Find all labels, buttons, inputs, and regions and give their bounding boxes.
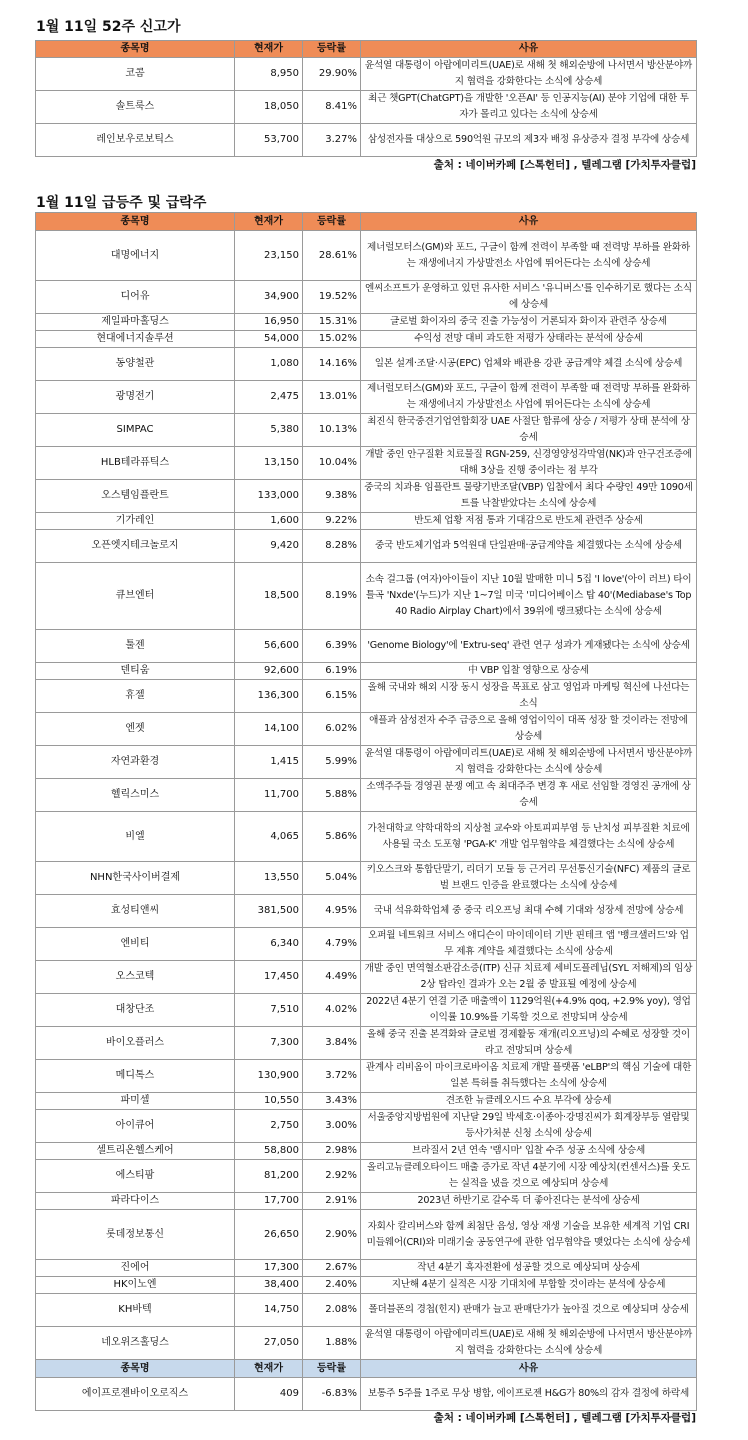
stock-change: 6.19%	[303, 663, 361, 680]
stock-price: 6,340	[235, 928, 303, 961]
stock-reason: 수익성 전망 대비 과도한 저평가 상태라는 분석에 상승세	[361, 331, 697, 348]
stock-reason: 제너럴모터스(GM)와 포드, 구글이 함께 전력이 부족할 때 전력망 부하를 완화하는 재생에너지 가상발전소 사업에 뛰어든다는 소식에 상승세	[361, 231, 697, 281]
stock-price: 54,000	[235, 331, 303, 348]
table-header-row	[36, 213, 697, 231]
stock-name: SIMPAC	[36, 414, 235, 447]
stock-reason: 글로벌 화이자의 중국 진출 가능성이 거론되자 화이자 관련주 상승세	[361, 314, 697, 331]
stock-reason: 가천대학교 약학대학의 지상철 교수와 아토피피부염 등 난치성 피부질환 치료에 사용될 국소 도포형 'PGA-K' 개발 업무협약을 체결했다는 소식에 상승세	[361, 812, 697, 862]
stock-change: 15.31%	[303, 314, 361, 331]
stock-reason: 지난해 4분기 실적은 시장 기대치에 부합할 것이라는 분석에 상승세	[361, 1277, 697, 1294]
stock-name: 메디톡스	[36, 1060, 235, 1093]
header-change: 등락률	[303, 41, 361, 58]
stock-reason: 일본 설계·조달·시공(EPC) 업체와 배관용 강관 공급계약 체결 소식에 상승세	[361, 348, 697, 381]
stock-price: 14,100	[235, 713, 303, 746]
table-row	[36, 928, 697, 961]
stock-name: 엔젯	[36, 713, 235, 746]
stock-name: 덴티움	[36, 663, 235, 680]
stock-change: 28.61%	[303, 231, 361, 281]
stock-price: 136,300	[235, 680, 303, 713]
stock-change: 2.90%	[303, 1210, 361, 1260]
stock-price: 13,550	[235, 862, 303, 895]
stock-change: 14.16%	[303, 348, 361, 381]
stock-change: 6.15%	[303, 680, 361, 713]
stock-reason: 삼성전자를 대상으로 590억원 규모의 제3자 배정 유상증자 결정 부각에 상승세	[361, 124, 697, 157]
stock-name: 큐브엔터	[36, 563, 235, 630]
stock-change: 3.00%	[303, 1110, 361, 1143]
stock-reason: 최근 챗GPT(ChatGPT)을 개발한 '오픈AI' 등 인공지능(AI) 분야 기업에 대한 투자가 몰리고 있다는 소식에 상승세	[361, 91, 697, 124]
stock-reason: 소속 걸그룹 (여자)아이들이 지난 10월 발매한 미니 5집 'I love'(아이 러브) 타이틀곡 'Nxde'(누드)가 지난 1~7일 미국 '미디어베이스 탑 40'(Mediabase's Top 40 Radio Airplay Chart)에서 39위에 랭크됐다는 소식에 상승세	[361, 563, 697, 630]
stock-price: 14,750	[235, 1294, 303, 1327]
stock-name: 셀트리온헬스케어	[36, 1143, 235, 1160]
stock-price: 17,450	[235, 961, 303, 994]
stock-reason: 올해 국내와 해외 시장 동시 성장을 목표로 삼고 영업과 마케팅 혁신에 나선다는 소식	[361, 680, 697, 713]
stock-name: 기가레인	[36, 513, 235, 530]
table-row	[36, 1110, 697, 1143]
stock-reason: 관계사 리비옴이 마이크로바이옴 치료제 개발 플랫폼 'eLBP'의 핵심 기술에 대한 일본 특허를 취득했다는 소식에 상승세	[361, 1060, 697, 1093]
table-row	[36, 348, 697, 381]
table-row	[36, 961, 697, 994]
stock-change: 2.98%	[303, 1143, 361, 1160]
header-price: 현재가	[235, 41, 303, 58]
stock-change: 9.38%	[303, 480, 361, 513]
stock-change: -6.83%	[303, 1378, 361, 1411]
stock-name: 레인보우로보틱스	[36, 124, 235, 157]
source-note-2: 출처 : 네이버카페 [스톡헌터] , 텔레그램 [가치투자클럽]	[433, 1412, 696, 1424]
table-row	[36, 1378, 697, 1411]
table-row	[36, 1327, 697, 1360]
header-change: 등락률	[303, 213, 361, 231]
stock-reason: 자회사 칼리버스와 함께 최첨단 음성, 영상 재생 기술을 보유한 세계적 기업 CRI 미들웨어(CRI)와 미래기술 공동연구에 관한 업무협약을 맺었다는 소식에 상승세	[361, 1210, 697, 1260]
stock-change: 10.04%	[303, 447, 361, 480]
stock-name: 네오위즈홀딩스	[36, 1327, 235, 1360]
stock-change: 1.88%	[303, 1327, 361, 1360]
stock-reason: 견조한 뉴클레오시드 수요 부각에 상승세	[361, 1093, 697, 1110]
table-row	[36, 1294, 697, 1327]
stock-change: 5.04%	[303, 862, 361, 895]
table-row	[36, 895, 697, 928]
table-row	[36, 1160, 697, 1193]
stock-name: 툴젠	[36, 630, 235, 663]
stock-name: NHN한국사이버결제	[36, 862, 235, 895]
table-row	[36, 680, 697, 713]
header-reason: 사유	[361, 41, 697, 58]
stock-change: 8.19%	[303, 563, 361, 630]
table-row	[36, 1210, 697, 1260]
table-row	[36, 713, 697, 746]
stock-name: 오스템임플란트	[36, 480, 235, 513]
stock-name: 오픈엣지테크놀로지	[36, 530, 235, 563]
table-row	[36, 530, 697, 563]
stock-reason: 2023년 하반기로 갈수록 더 좋아진다는 분석에 상승세	[361, 1193, 697, 1210]
stock-change: 4.95%	[303, 895, 361, 928]
stock-change: 5.86%	[303, 812, 361, 862]
stock-reason: 키오스크와 통합단말기, 리더기 모듈 등 근거리 무선통신기술(NFC) 제품의 글로벌 브랜드 인증을 완료했다는 소식에 상승세	[361, 862, 697, 895]
stock-name: 휴젤	[36, 680, 235, 713]
table-row	[36, 994, 697, 1027]
stock-price: 4,065	[235, 812, 303, 862]
stock-price: 56,600	[235, 630, 303, 663]
stock-price: 1,415	[235, 746, 303, 779]
stock-change: 9.22%	[303, 513, 361, 530]
stock-price: 53,700	[235, 124, 303, 157]
table-row	[36, 480, 697, 513]
stock-price: 2,475	[235, 381, 303, 414]
movers-table	[35, 212, 697, 1411]
stock-reason: 보통주 5주를 1주로 무상 병합, 에이프로젠 H&G가 80%의 감자 결정에 하락세	[361, 1378, 697, 1411]
stock-name: 아이큐어	[36, 1110, 235, 1143]
table-header-row	[36, 41, 697, 58]
stock-price: 18,500	[235, 563, 303, 630]
stock-price: 2,750	[235, 1110, 303, 1143]
stock-change: 2.91%	[303, 1193, 361, 1210]
stock-name: 비엘	[36, 812, 235, 862]
header-change: 등락률	[303, 1360, 361, 1378]
stock-price: 18,050	[235, 91, 303, 124]
stock-reason: 개발 중인 안구질환 치료물질 RGN-259, 신경영양성각막염(NK)과 안구건조증에 대해 3상을 진행 중이라는 점 부각	[361, 447, 697, 480]
stock-price: 133,000	[235, 480, 303, 513]
table-row	[36, 124, 697, 157]
stock-price: 92,600	[235, 663, 303, 680]
stock-name: 파미셀	[36, 1093, 235, 1110]
stock-change: 10.13%	[303, 414, 361, 447]
stock-reason: 오퍼월 네트워크 서비스 애디슨이 마이데이터 기반 핀테크 앱 '뱅크샐러드'와 업무 제휴 계약을 체결했다는 소식에 상승세	[361, 928, 697, 961]
table-row	[36, 1277, 697, 1294]
stock-price: 27,050	[235, 1327, 303, 1360]
stock-reason: 제너럴모터스(GM)와 포드, 구글이 함께 전력이 부족할 때 전력망 부하를 완화하는 재생에너지 가상발전소 사업에 뛰어든다는 소식에 상승세	[361, 381, 697, 414]
stock-reason: 2022년 4분기 연결 기준 매출액이 1129억원(+4.9% qoq, +2.9% yoy), 영업이익률 10.9%를 기록할 것으로 전망되며 상승세	[361, 994, 697, 1027]
header-reason: 사유	[361, 1360, 697, 1378]
stock-name: 광명전기	[36, 381, 235, 414]
stock-price: 1,600	[235, 513, 303, 530]
stock-reason: 소액주주들 경영권 분쟁 예고 속 최대주주 변경 후 새로 선임할 경영진 공개에 상승세	[361, 779, 697, 812]
table-row	[36, 331, 697, 348]
stock-reason: 윤석열 대통령이 아랍에미리트(UAE)로 새해 첫 해외순방에 나서면서 방산분야까지 협력을 강화한다는 소식에 상승세	[361, 746, 697, 779]
table-row	[36, 1260, 697, 1277]
table-row	[36, 281, 697, 314]
stock-price: 10,550	[235, 1093, 303, 1110]
stock-price: 7,300	[235, 1027, 303, 1060]
table-row	[36, 563, 697, 630]
stock-price: 381,500	[235, 895, 303, 928]
stock-name: 에이프로젠바이오로직스	[36, 1378, 235, 1411]
stock-price: 7,510	[235, 994, 303, 1027]
stock-change: 13.01%	[303, 381, 361, 414]
stock-price: 23,150	[235, 231, 303, 281]
header-reason: 사유	[361, 213, 697, 231]
stock-price: 17,700	[235, 1193, 303, 1210]
stock-name: KH바텍	[36, 1294, 235, 1327]
stock-price: 1,080	[235, 348, 303, 381]
stock-change: 2.08%	[303, 1294, 361, 1327]
stock-price: 8,950	[235, 58, 303, 91]
stock-reason: 국내 석유화학업체 중 중국 리오프닝 최대 수혜 기대와 성장세 전망에 상승세	[361, 895, 697, 928]
stock-name: 자연과환경	[36, 746, 235, 779]
table-row	[36, 447, 697, 480]
stock-reason: 중국 반도체기업과 5억원대 단일판매·공급계약을 체결했다는 소식에 상승세	[361, 530, 697, 563]
stock-change: 2.92%	[303, 1160, 361, 1193]
stock-change: 3.43%	[303, 1093, 361, 1110]
table-row	[36, 779, 697, 812]
stock-name: 바이오플러스	[36, 1027, 235, 1060]
stock-change: 29.90%	[303, 58, 361, 91]
stock-change: 3.27%	[303, 124, 361, 157]
stock-change: 2.67%	[303, 1260, 361, 1277]
stock-reason: 서울중앙지방법원에 지난달 29일 박세호·이종아·강명진씨가 회계장부등 열람및등사가처분 신청 소식에 상승세	[361, 1110, 697, 1143]
stock-change: 15.02%	[303, 331, 361, 348]
section1-title: 1월 11일 52주 신고가	[36, 19, 181, 35]
stock-reason: 윤석열 대통령이 아랍에미리트(UAE)로 새해 첫 해외순방에 나서면서 방산분야까지 협력을 강화한다는 소식에 상승세	[361, 58, 697, 91]
table-row	[36, 1093, 697, 1110]
stock-reason: 폴더블폰의 경첩(힌지) 판매가 늘고 판매단가가 높아질 것으로 예상되며 상승세	[361, 1294, 697, 1327]
stock-name: 파라다이스	[36, 1193, 235, 1210]
stock-reason: 윤석열 대통령이 아랍에미리트(UAE)로 새해 첫 해외순방에 나서면서 방산분야까지 협력을 강화한다는 소식에 상승세	[361, 1327, 697, 1360]
stock-name: 에스티팜	[36, 1160, 235, 1193]
stock-change: 3.84%	[303, 1027, 361, 1060]
stock-change: 4.49%	[303, 961, 361, 994]
stock-name: HLB테라퓨틱스	[36, 447, 235, 480]
stock-price: 409	[235, 1378, 303, 1411]
stock-name: 대명에너지	[36, 231, 235, 281]
stock-name: 솔트룩스	[36, 91, 235, 124]
table-row	[36, 58, 697, 91]
stock-price: 9,420	[235, 530, 303, 563]
table-row	[36, 663, 697, 680]
stock-change: 4.02%	[303, 994, 361, 1027]
header-price: 현재가	[235, 1360, 303, 1378]
stock-change: 3.72%	[303, 1060, 361, 1093]
stock-reason: 엔씨소프트가 운영하고 있던 유사한 서비스 '유니버스'를 인수하기로 했다는 소식에 상승세	[361, 281, 697, 314]
stock-reason: 브라질서 2년 연속 '램시마' 입찰 수주 성공 소식에 상승세	[361, 1143, 697, 1160]
stock-price: 38,400	[235, 1277, 303, 1294]
stock-reason: 애플과 삼성전자 수주 급증으로 올해 영업이익이 대폭 성장 할 것이라는 전망에 상승세	[361, 713, 697, 746]
stock-change: 8.41%	[303, 91, 361, 124]
stock-name: 현대에너지솔루션	[36, 331, 235, 348]
stock-price: 5,380	[235, 414, 303, 447]
section2-title: 1월 11일 급등주 및 급락주	[36, 195, 207, 211]
stock-name: 헬릭스미스	[36, 779, 235, 812]
table-row	[36, 1193, 697, 1210]
stock-price: 34,900	[235, 281, 303, 314]
table-row	[36, 1027, 697, 1060]
header-name: 종목명	[36, 213, 235, 231]
stock-name: HK이노엔	[36, 1277, 235, 1294]
table-header-row-down	[36, 1360, 697, 1378]
stock-name: 롯데정보통신	[36, 1210, 235, 1260]
header-name: 종목명	[36, 41, 235, 58]
stock-price: 26,650	[235, 1210, 303, 1260]
stock-name: 진에어	[36, 1260, 235, 1277]
table-row	[36, 513, 697, 530]
stock-price: 58,800	[235, 1143, 303, 1160]
table-row	[36, 746, 697, 779]
table-row	[36, 414, 697, 447]
stock-change: 4.79%	[303, 928, 361, 961]
table-row	[36, 314, 697, 331]
stock-price: 130,900	[235, 1060, 303, 1093]
stock-reason: 반도체 업황 저점 통과 기대감으로 반도체 관련주 상승세	[361, 513, 697, 530]
stock-name: 엔비티	[36, 928, 235, 961]
stock-price: 13,150	[235, 447, 303, 480]
stock-price: 81,200	[235, 1160, 303, 1193]
stock-change: 5.88%	[303, 779, 361, 812]
stock-change: 19.52%	[303, 281, 361, 314]
stock-change: 2.40%	[303, 1277, 361, 1294]
header-price: 현재가	[235, 213, 303, 231]
stock-change: 8.28%	[303, 530, 361, 563]
new-high-table	[35, 40, 697, 157]
stock-name: 동양철관	[36, 348, 235, 381]
table-row	[36, 381, 697, 414]
table-row	[36, 630, 697, 663]
stock-name: 제일파마홀딩스	[36, 314, 235, 331]
table-row	[36, 862, 697, 895]
stock-reason: 올해 중국 진출 본격화와 글로벌 경제활동 재개(리오프닝)의 수혜로 성장할 것이라고 전망되며 상승세	[361, 1027, 697, 1060]
table-row	[36, 812, 697, 862]
stock-reason: 개발 중인 면역혈소판감소증(ITP) 신규 치료제 세비도플레닙(SYL 저해제)의 임상 2상 탑라인 결과가 오는 2월 중 발표될 예정에 상승세	[361, 961, 697, 994]
stock-change: 6.39%	[303, 630, 361, 663]
table-row	[36, 91, 697, 124]
stock-reason: 'Genome Biology'에 'Extru-seq' 관련 연구 성과가 게재됐다는 소식에 상승세	[361, 630, 697, 663]
stock-change: 5.99%	[303, 746, 361, 779]
stock-name: 대창단조	[36, 994, 235, 1027]
stock-name: 코콤	[36, 58, 235, 91]
stock-name: 오스코텍	[36, 961, 235, 994]
stock-reason: 중국의 치과용 임플란트 물량기반조달(VBP) 입찰에서 최다 수량인 49만 1090세트를 낙찰받았다는 소식에 상승세	[361, 480, 697, 513]
stock-price: 17,300	[235, 1260, 303, 1277]
stock-reason: 中 VBP 입찰 영향으로 상승세	[361, 663, 697, 680]
table-row	[36, 1060, 697, 1093]
stock-reason: 최진식 한국중견기업연합회장 UAE 사절단 합류에 상승 / 저평가 상태 분석에 상승세	[361, 414, 697, 447]
stock-name: 디어유	[36, 281, 235, 314]
stock-reason: 올리고뉴클레오타이드 매출 증가로 작년 4분기에 시장 예상치(컨센서스)를 웃도는 실적을 냈을 것으로 예상되며 상승세	[361, 1160, 697, 1193]
stock-change: 6.02%	[303, 713, 361, 746]
stock-reason: 작년 4분기 흑자전환에 성공할 것으로 예상되며 상승세	[361, 1260, 697, 1277]
table-row	[36, 231, 697, 281]
table-row	[36, 1143, 697, 1160]
stock-name: 효성티앤씨	[36, 895, 235, 928]
stock-price: 16,950	[235, 314, 303, 331]
stock-price: 11,700	[235, 779, 303, 812]
source-note-1: 출처 : 네이버카페 [스톡헌터] , 텔레그램 [가치투자클럽]	[433, 159, 696, 171]
header-name: 종목명	[36, 1360, 235, 1378]
